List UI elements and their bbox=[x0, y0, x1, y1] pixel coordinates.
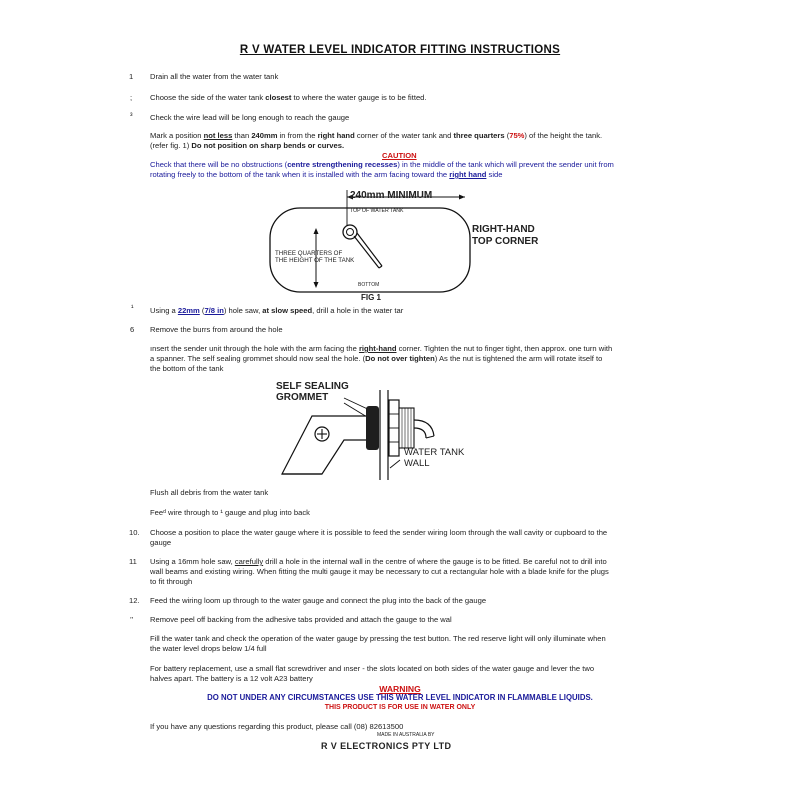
step-2-text: Choose the side of the water tank closest to where the water gauge is to be fitted. bbox=[150, 93, 427, 102]
step-number: 6 bbox=[130, 325, 135, 334]
grommet bbox=[366, 406, 379, 450]
step-number: ³ bbox=[130, 111, 133, 120]
step-12-text: Feed the wiring loom up through to the water gauge and connect the plug into the back of the gauge bbox=[150, 596, 487, 605]
height-label-1: THREE QUARTERS OF bbox=[275, 250, 343, 257]
company-name: R V ELECTRONICS PTY LTD bbox=[321, 741, 452, 751]
step-7-line-3: the bottom of the tank bbox=[150, 364, 224, 373]
step-number: 10. bbox=[129, 528, 140, 537]
step-number: 11 bbox=[129, 557, 137, 566]
made-in-label: MADE IN AUSTRALIA BY bbox=[377, 732, 435, 738]
step-15-line-2: halves apart. The battery is a 12 volt A23 battery bbox=[150, 674, 313, 683]
step-15-line-1: For battery replacement, use a small flat screwdriver and ınser ‐ the slots located on both sides of the water gauge and lever the two bbox=[150, 664, 595, 673]
caution-line-1: Check that there will be no obstructions (centre strengthening recesses) in the middle of the tank which will prevent the sender unit from bbox=[150, 160, 614, 169]
wall-leader bbox=[390, 460, 400, 468]
step-7-line-2: a spanner. The self sealing grommet should now seal the hole. (Do not over tighten) As the nut is tightened the arm will rotate itself to bbox=[150, 354, 603, 363]
height-label-2: THE HEIGHT OF THE TANK bbox=[275, 257, 355, 264]
step-number: 1 bbox=[129, 72, 134, 81]
top-of-tank-label: TOP OF WATER TANK bbox=[350, 208, 404, 214]
warning-heading: WARNING bbox=[379, 684, 421, 694]
step-14-line-2: the water level drops below 1/4 full bbox=[150, 644, 267, 653]
warning-line-2: THIS PRODUCT IS FOR USE IN WATER ONLY bbox=[324, 704, 476, 711]
step-11-line-2: wall beams and existing wiring. When fitting the multi gauge it may be necessary to cut a rectangular hole with a blade knife for the plugs bbox=[150, 567, 609, 576]
step-1-text: Drain all the water from the water tank bbox=[150, 72, 279, 81]
arrow-down bbox=[314, 282, 319, 288]
arm-body bbox=[282, 416, 366, 474]
fig-1-caption: FIG 1 bbox=[361, 293, 382, 302]
questions-line: If you have any questions regarding this product, please call (08) 82613500 bbox=[150, 722, 404, 731]
step-8-text: Flush all debris from the water tank bbox=[150, 488, 269, 497]
step-10-line-2: gauge bbox=[150, 538, 172, 547]
arrow-right bbox=[459, 195, 465, 200]
grommet-label-2: GROMMET bbox=[276, 392, 329, 403]
arm-edge-2 bbox=[357, 233, 382, 266]
corner-label-1: RIGHT-HAND bbox=[472, 224, 535, 235]
corner-label-2: TOP CORNER bbox=[472, 236, 539, 247]
step-6-text: Remove the burrs from around the hole bbox=[150, 325, 283, 334]
step-4-line-1: Mark a position not less than 240mm in from the right hand corner of the water tank and three quarters (75%) of the height the tank. bbox=[150, 131, 603, 140]
step-4-line-2: (refer fig. 1) Do not position on sharp bends or curves. bbox=[150, 141, 345, 150]
step-7-line-1: ınsert the sender unit through the hole with the arm facing the right-hand corner. Tighten the nut to finger tight, then approx. one turn with bbox=[150, 344, 613, 353]
step-5-text: Using a 22mm (7/8 in) hole saw, at slow speed, drill a hole in the water tar bbox=[150, 306, 404, 315]
step-13-text: Remove peel off backing from the adhesive tabs provided and attach the gauge to the wal bbox=[150, 615, 452, 624]
thread bbox=[399, 408, 414, 448]
caution-line-2: rotating freely to the bottom of the tank when it is installed with the arm facing toward the right hand side bbox=[150, 170, 503, 179]
arrow-up bbox=[314, 228, 319, 234]
page-title: R V WATER LEVEL INDICATOR FITTING INSTRUCTIONS bbox=[239, 44, 561, 56]
step-11-line-3: to fit through bbox=[150, 577, 193, 586]
warning-line-1: DO NOT UNDER ANY CIRCUMSTANCES USE THIS WATER LEVEL INDICATOR IN FLAMMABLE LIQUIDS. bbox=[207, 693, 593, 702]
wire-lower bbox=[414, 428, 426, 438]
step-9-text: Feeᵈ wire through to ¹ gauge and plug into back bbox=[150, 508, 310, 517]
caution-heading: CAUTION bbox=[382, 151, 417, 160]
wall-label-1: WATER TANK bbox=[404, 447, 465, 458]
step-11-line-1: Using a 16mm hole saw, carefully drill a hole in the internal wall in the centre of where the gauge is to be fitted. Be careful not to drill into bbox=[150, 557, 607, 566]
dimension-label: 240mm MINIMUM bbox=[350, 190, 433, 201]
step-number: ’’ bbox=[130, 615, 134, 624]
bottom-label: BOTTOM bbox=[358, 282, 380, 288]
step-14-line-1: Fill the water tank and check the operation of the water gauge by pressing the test button. The red reserve light will only illuminate when bbox=[150, 634, 606, 643]
grommet-label-1: SELF SEALING bbox=[276, 381, 349, 392]
step-number: 12. bbox=[129, 596, 140, 605]
step-number: ¹ bbox=[131, 303, 134, 312]
arm-end bbox=[379, 266, 382, 268]
step-number: ; bbox=[130, 93, 133, 102]
step-10-line-1: Choose a position to place the water gauge where it is possible to feed the sender wiring loom through the wall cavity or cupboard to the bbox=[150, 528, 608, 537]
step-3-text: Check the wire lead will be long enough to reach the gauge bbox=[150, 113, 350, 122]
arm-edge-1 bbox=[354, 236, 379, 268]
wall-label-2: WALL bbox=[404, 458, 430, 469]
